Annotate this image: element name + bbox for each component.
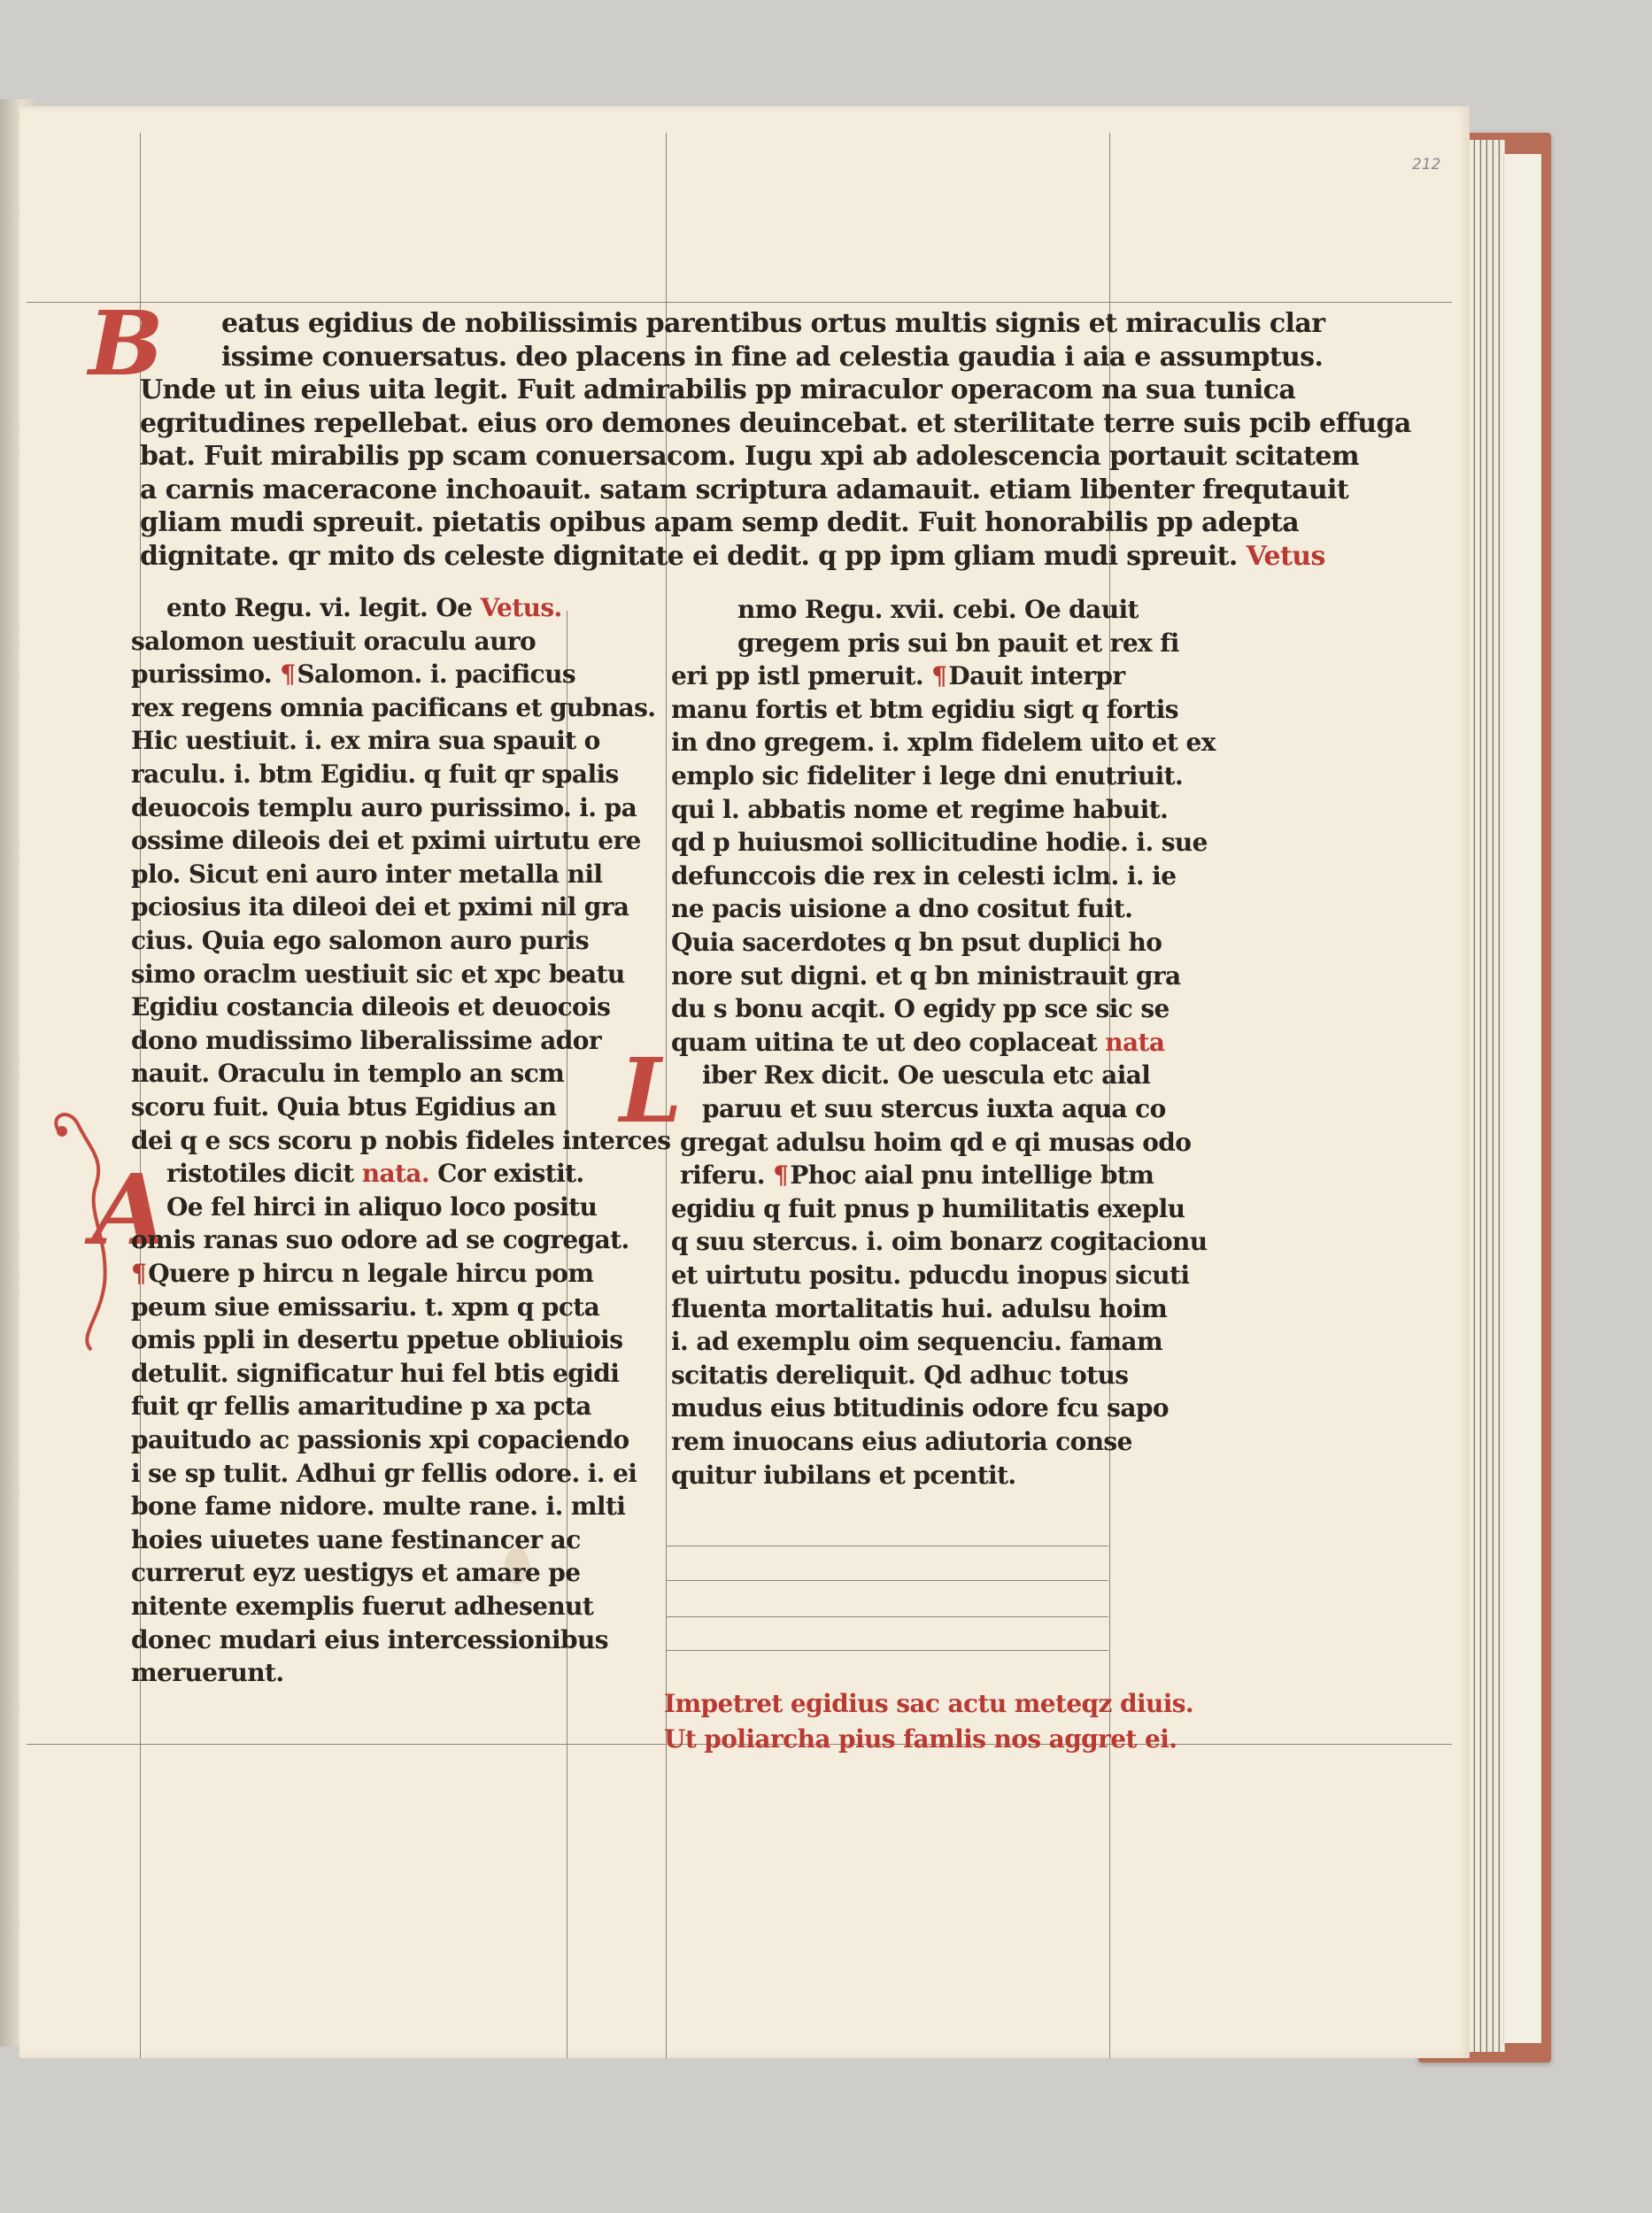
line-text: ento Regu. vi. legit. Oe xyxy=(166,593,481,622)
line-text: hoies uiuetes uane festinancer ac xyxy=(131,1524,581,1554)
column-line xyxy=(671,794,1169,824)
line-text: iber Rex dicit. Oe uescula etc aial xyxy=(702,1060,1151,1091)
column-line xyxy=(671,661,1125,691)
pilcrow-mark: ¶ xyxy=(280,659,296,690)
column-line xyxy=(702,1060,1151,1091)
line-text: Quere p hircu n legale hircu pom xyxy=(148,1259,594,1288)
column-line xyxy=(131,1325,623,1355)
column-line xyxy=(166,593,574,622)
column-line xyxy=(131,1558,581,1588)
line-text: deuocois templu auro purissimo. i. pa xyxy=(131,792,637,822)
line-text: dignitate. qr mito ds celeste dignitate ei dedit. q pp ipm gliam mudi spreuit. xyxy=(140,540,1238,572)
line-text: bat. Fuit mirabilis pp scam conuersacom. Iugu xpi ab adolescencia portauit scitatem xyxy=(140,441,1360,472)
text-line xyxy=(140,441,1360,472)
column-line xyxy=(131,659,574,689)
line-text: defunccois die rex in celesti iclm. i. ie xyxy=(671,860,1177,891)
line-text: nmo Regu. xvii. cebi. Oe dauit xyxy=(737,595,1139,624)
line-text: et uirtutu positu. pducdu inopus sicuti xyxy=(671,1261,1190,1290)
column-line xyxy=(131,1592,594,1621)
line-text: dono mudissimo liberalissime ador xyxy=(131,1025,601,1055)
column-line xyxy=(131,992,611,1022)
column-line xyxy=(671,1193,1185,1223)
column-line xyxy=(671,1227,1208,1257)
ruling-line-empty-2 xyxy=(666,1580,1108,1581)
line-text: ne pacis uisione a dno cositut fuit. xyxy=(671,894,1133,924)
rubric-text: nata xyxy=(1105,1027,1165,1057)
column-line xyxy=(131,892,629,922)
line-text: plo. Sicut eni auro inter metalla nil xyxy=(131,859,603,889)
column-line xyxy=(671,1293,1168,1323)
column-line xyxy=(671,928,1162,957)
initial-l: L xyxy=(620,1038,683,1143)
column-line xyxy=(131,1425,629,1454)
column-line xyxy=(131,959,625,989)
line-text: bone fame nidore. multe rane. i. mlti xyxy=(131,1492,626,1522)
column-line xyxy=(671,761,1184,790)
text-line xyxy=(140,540,1325,572)
line-text: omis ranas suo odore ad se cogregat. xyxy=(131,1225,629,1255)
line-text: ossime dileois dei et pximi uirtutu ere xyxy=(131,826,641,856)
line-text: in dno gregem. i. xplm fidelem uito et ex xyxy=(671,728,1216,758)
line-text: qui l. abbatis nome et regime habuit. xyxy=(671,794,1169,824)
line-text: detulit. significatur hui fel btis egidi xyxy=(131,1358,620,1388)
line-text: raculu. i. btm Egidiu. q fuit qr spalis xyxy=(131,760,619,789)
line-text: du s bonu acqit. O egidy pp sce sic se xyxy=(671,994,1170,1024)
column-line xyxy=(166,1159,584,1189)
column-line xyxy=(671,994,1170,1024)
column-line xyxy=(671,828,1208,858)
line-text: pciosius ita dileoi dei et pximi nil gra xyxy=(131,892,629,922)
line-text: mudus eius btitudinis odore fcu sapo xyxy=(671,1393,1169,1423)
text-line xyxy=(140,507,1300,538)
line-text: Ut poliarcha pius famlis nos aggret ei. xyxy=(664,1724,1177,1754)
line-text: rex regens omnia pacificans et gubnas. xyxy=(131,692,656,722)
line-text: nauit. Oraculu in templo an scm xyxy=(131,1059,565,1089)
line-text: manu fortis et btm egidiu sigt q fortis xyxy=(671,694,1178,724)
column-line xyxy=(131,826,641,856)
column-line xyxy=(131,926,589,955)
column-line xyxy=(131,726,600,756)
column-line xyxy=(671,694,1178,724)
column-line xyxy=(671,894,1133,924)
column-line xyxy=(131,1624,608,1654)
column-line xyxy=(131,1092,574,1122)
line-text: a carnis maceracone inchoauit. satam scriptura adamauit. etiam libenter frequtauit xyxy=(140,474,1349,505)
line-text: purissimo. xyxy=(131,659,281,690)
column-line xyxy=(131,1292,600,1322)
pilcrow-mark: ¶ xyxy=(931,661,947,691)
column-line xyxy=(671,960,1181,991)
line-text: currerut eyz uestigys et amare pe xyxy=(131,1558,581,1588)
line-text: gliam mudi spreuit. pietatis opibus apam semp dedit. Fuit honorabilis pp adepta xyxy=(140,507,1300,538)
line-text: Cor existit. xyxy=(429,1159,584,1189)
initial-a: A xyxy=(92,1153,168,1267)
line-text: i se sp tulit. Adhui gr fellis odore. i. ei xyxy=(131,1458,637,1488)
column-line xyxy=(702,1094,1166,1123)
line-text: Unde ut in eius uita legit. Fuit admirabilis pp miraculor operacom na sua tunica xyxy=(140,374,1296,405)
column-line xyxy=(131,1458,637,1488)
ruling-line-top xyxy=(27,302,1452,303)
column-line xyxy=(131,1025,601,1055)
column-line xyxy=(737,595,1139,624)
column-line xyxy=(680,1127,1192,1157)
line-text: simo oraclm uestiuit sic et xpc beatu xyxy=(131,959,625,989)
text-line xyxy=(140,374,1296,405)
pilcrow-mark: ¶ xyxy=(773,1160,789,1191)
line-text: nitente exemplis fuerut adhesenut xyxy=(131,1592,594,1621)
text-line xyxy=(221,341,1324,373)
line-text: Salomon. i. pacificus xyxy=(297,659,576,690)
column-line xyxy=(671,1427,1132,1456)
column-line xyxy=(131,792,637,822)
ruling-line-empty-4 xyxy=(666,1650,1108,1651)
line-text: Quia sacerdotes q bn psut duplici ho xyxy=(671,928,1162,957)
column-line xyxy=(131,1358,620,1388)
line-text: ristotiles dicit xyxy=(166,1159,362,1189)
folio-number: 212 xyxy=(1412,156,1441,173)
column-line xyxy=(131,1225,629,1255)
column-line xyxy=(131,1259,594,1288)
initial-flourish xyxy=(42,1106,122,1354)
column-line xyxy=(131,760,619,789)
line-text: scitatis dereliquit. Qd adhuc totus xyxy=(671,1360,1129,1390)
line-text: omis ppli in desertu ppetue obliuiois xyxy=(131,1325,623,1355)
rubric-text: nata. xyxy=(361,1159,430,1189)
ruling-line-empty-3 xyxy=(666,1616,1108,1617)
column-line xyxy=(131,1492,626,1522)
line-text: riferu. xyxy=(680,1160,774,1191)
column-line xyxy=(671,1393,1169,1423)
rubric-text: Vetus. xyxy=(480,593,562,622)
column-line xyxy=(671,1261,1190,1290)
line-text: pauitudo ac passionis xpi copaciendo xyxy=(131,1425,629,1454)
text-line xyxy=(140,474,1349,505)
line-text: eatus egidius de nobilissimis parentibus ortus multis signis et miraculis clar xyxy=(221,308,1325,339)
line-text: emplo sic fideliter i lege dni enutriuit. xyxy=(671,761,1184,790)
line-text: qd p huiusmoi sollicitudine hodie. i. sue xyxy=(671,828,1208,858)
column-line xyxy=(131,692,656,722)
column-line xyxy=(671,1461,1114,1490)
closing-rubric-line xyxy=(664,1724,1177,1754)
column-line xyxy=(131,627,574,656)
line-text: scoru fuit. Quia btus Egidius an xyxy=(131,1092,557,1122)
line-text: Egidiu costancia dileois et deuocois xyxy=(131,992,611,1022)
column-line xyxy=(131,1059,574,1088)
line-text: eri pp istl pmeruit. xyxy=(671,661,932,691)
endpaper xyxy=(1503,154,1541,2043)
line-text: Impetret egidius sac actu meteqz diuis. xyxy=(664,1689,1194,1718)
initial-b: B xyxy=(89,291,164,396)
line-text: cius. Quia ego salomon auro puris xyxy=(131,926,589,955)
column-line xyxy=(131,1658,574,1687)
line-text: issime conuersatus. deo placens in fine ad celestia gaudia i aia e assumptus. xyxy=(221,341,1324,373)
line-text: egidiu q fuit pnus p humilitatis exeplu xyxy=(671,1193,1185,1223)
line-text: meruerunt. xyxy=(131,1658,284,1688)
line-text: paruu et suu stercus iuxta aqua co xyxy=(702,1094,1166,1123)
line-text: Oe fel hirci in aliquo loco positu xyxy=(166,1191,598,1222)
column-line xyxy=(131,859,603,889)
line-text: fluenta mortalitatis hui. adulsu hoim xyxy=(671,1293,1168,1323)
column-line xyxy=(131,1392,591,1422)
column-line xyxy=(671,1327,1162,1357)
line-text: nore sut digni. et q bn ministrauit gra xyxy=(671,960,1181,991)
column-line xyxy=(671,728,1216,758)
column-line xyxy=(131,1524,581,1554)
column-line xyxy=(680,1160,1154,1191)
line-text: fuit qr fellis amaritudine p xa pcta xyxy=(131,1392,591,1422)
column-line xyxy=(737,628,1179,658)
pilcrow-mark: ¶ xyxy=(131,1259,147,1288)
column-line xyxy=(166,1191,598,1222)
line-text: quam uitina te ut deo coplaceat xyxy=(671,1027,1106,1057)
column-line xyxy=(671,1027,1165,1057)
closing-rubric-line xyxy=(664,1689,1194,1718)
line-text: gregem pris sui bn pauit et rex fi xyxy=(737,628,1179,658)
line-text: egritudines repellebat. eius oro demones deuincebat. et sterilitate terre suis pcib effuga xyxy=(140,407,1411,439)
column-line xyxy=(131,1125,671,1155)
column-line xyxy=(671,1360,1129,1390)
line-text: gregat adulsu hoim qd e qi musas odo xyxy=(680,1127,1192,1157)
line-text: salomon uestiuit oraculu auro xyxy=(131,626,537,656)
line-text: q suu stercus. i. oim bonarz cogitacionu xyxy=(671,1227,1208,1257)
line-text: Phoc aial pnu intellige btm xyxy=(790,1160,1154,1191)
line-text: Dauit interpr xyxy=(948,661,1125,691)
line-text: dei q e scs scoru p nobis fideles interces xyxy=(131,1125,671,1155)
line-text: Hic uestiuit. i. ex mira sua spauit o xyxy=(131,726,600,756)
line-text: quitur iubilans et pcentit. xyxy=(671,1460,1016,1490)
line-text: rem inuocans eius adiutoria conse xyxy=(671,1427,1132,1456)
text-line xyxy=(140,407,1411,439)
line-text: peum siue emissariu. t. xpm q pcta xyxy=(131,1292,600,1322)
text-line xyxy=(221,308,1325,339)
column-line xyxy=(671,860,1177,891)
line-text: i. ad exemplu oim sequenciu. famam xyxy=(671,1327,1162,1357)
line-text: donec mudari eius intercessionibus xyxy=(131,1624,608,1654)
rubric-text: Vetus xyxy=(1237,540,1325,572)
